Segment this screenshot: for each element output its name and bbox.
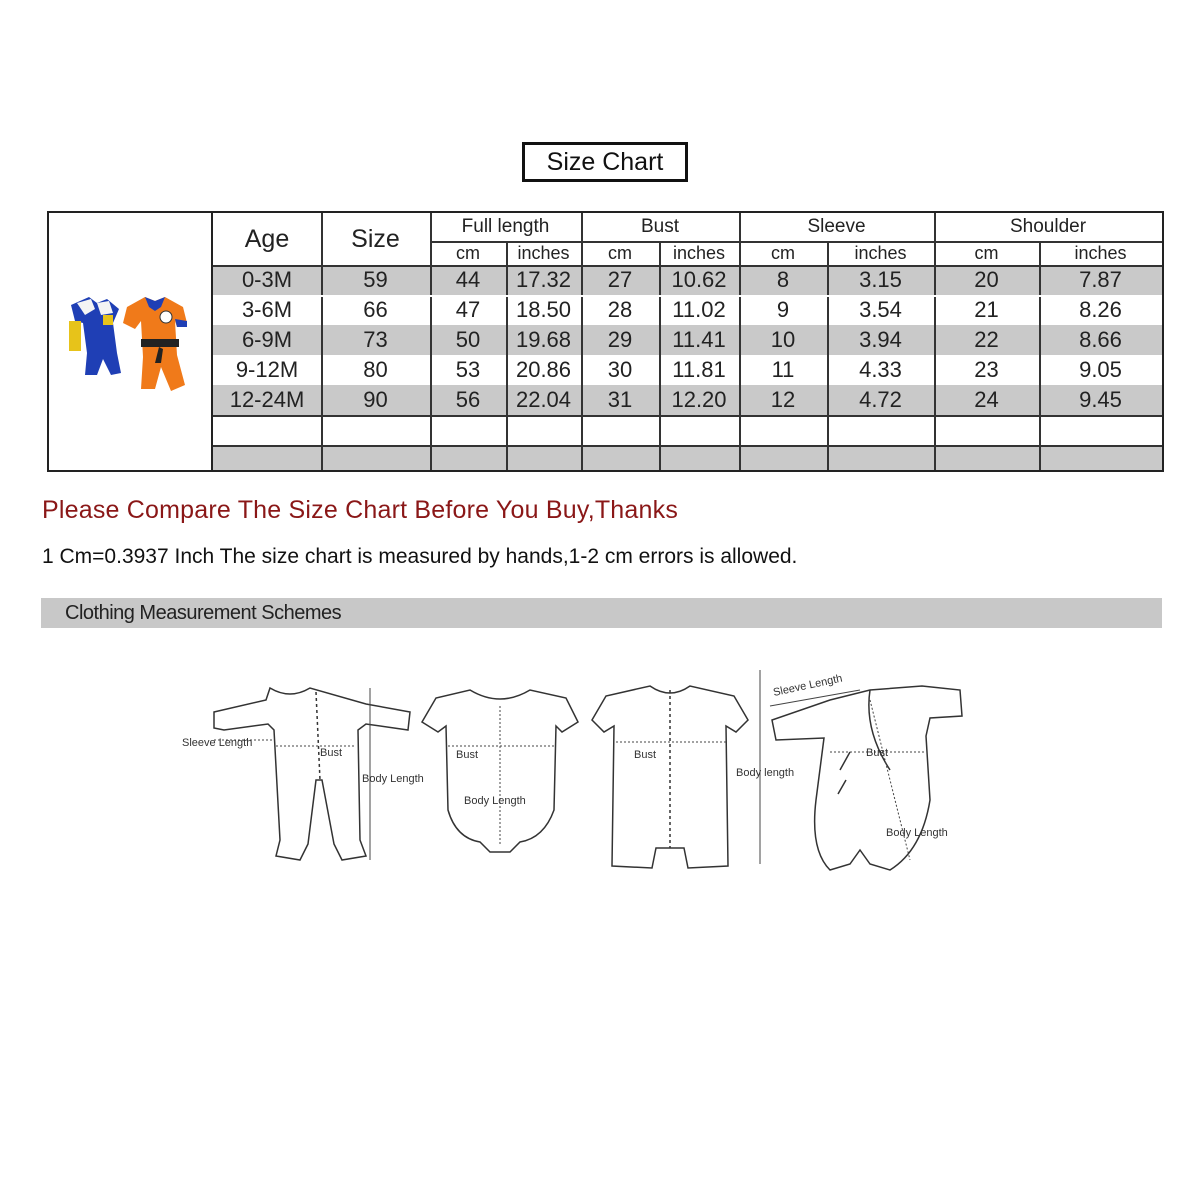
- cell-age: 6-9M: [241, 327, 293, 352]
- cell-size: 59: [363, 267, 388, 292]
- cell-b-in: 12.20: [671, 387, 727, 412]
- cell-b-cm: 30: [607, 357, 633, 382]
- header-size: Size: [351, 224, 400, 253]
- cell-fl-cm: 44: [455, 267, 481, 292]
- label-bust: Bust: [866, 747, 889, 759]
- cell-fl-cm: 53: [455, 357, 481, 382]
- unit-cm: cm: [974, 242, 999, 263]
- cell-s-in: 3.54: [859, 297, 902, 322]
- cell-size: 73: [363, 327, 388, 352]
- label-body-length: Body Length: [886, 827, 948, 839]
- cell-sh-cm: 20: [974, 267, 999, 292]
- cell-b-cm: 27: [607, 267, 633, 292]
- cell-size: 66: [363, 297, 388, 322]
- cell-fl-in: 19.68: [515, 327, 572, 352]
- baby-costume-image: [49, 213, 209, 470]
- measurement-schemes-bar: [41, 598, 1162, 628]
- romper-short-sleeve-figure: [592, 686, 748, 868]
- unit-cm: cm: [771, 242, 795, 263]
- cell-b-in: 11.02: [672, 297, 726, 322]
- cell-age: 0-3M: [241, 267, 293, 292]
- cell-sh-in: 9.45: [1079, 387, 1122, 412]
- size-chart-title: Size Chart: [522, 142, 688, 182]
- unit-inches: inches: [672, 242, 726, 263]
- scheme-title: Clothing Measurement Schemes: [65, 601, 342, 624]
- cell-b-cm: 29: [607, 327, 633, 352]
- label-bust: Bust: [634, 749, 657, 761]
- cell-s-cm: 12: [770, 387, 796, 412]
- unit-inches: inches: [854, 242, 907, 263]
- cell-sh-in: 7.87: [1079, 267, 1122, 292]
- cell-b-in: 11.41: [672, 327, 726, 352]
- kimono-romper-figure: [772, 686, 962, 870]
- cell-fl-in: 18.50: [515, 297, 572, 322]
- measurement-diagrams: [170, 660, 990, 880]
- header-sleeve: Sleeve: [807, 216, 866, 237]
- cell-fl-cm: 56: [455, 387, 481, 412]
- cell-fl-cm: 50: [455, 327, 481, 352]
- cell-age: 12-24M: [229, 387, 305, 412]
- cell-sh-cm: 24: [974, 387, 999, 412]
- cell-sh-in: 8.26: [1079, 297, 1122, 322]
- cell-sh-in: 9.05: [1079, 357, 1122, 382]
- header-age: Age: [244, 224, 290, 253]
- label-bust: Bust: [456, 749, 479, 761]
- cell-sh-cm: 23: [974, 357, 999, 382]
- cell-s-in: 3.15: [859, 267, 902, 292]
- unit-inches: inches: [517, 242, 570, 263]
- label-sleeve-length: Sleeve Length: [772, 672, 844, 699]
- cell-sh-cm: 21: [974, 297, 999, 322]
- header-full-length: Full length: [461, 216, 550, 237]
- size-table: [47, 211, 1164, 472]
- cell-s-cm: 11: [771, 357, 795, 382]
- measurement-note: 1 Cm=0.3937 Inch The size chart is measured by hands,1-2 cm errors is allowed.: [42, 545, 798, 568]
- cell-b-in: 11.81: [672, 357, 726, 382]
- product-thumbnail: [49, 213, 213, 470]
- cell-sh-cm: 22: [974, 327, 999, 352]
- cell-s-cm: 8: [776, 267, 790, 292]
- cell-fl-in: 22.04: [515, 387, 572, 412]
- header-bust: Bust: [640, 216, 680, 237]
- cell-s-in: 4.72: [859, 387, 902, 412]
- cell-size: 90: [363, 387, 388, 412]
- cell-b-cm: 28: [607, 297, 633, 322]
- compare-notice: Please Compare The Size Chart Before You Buy,Thanks: [42, 496, 679, 524]
- label-sleeve-length: Sleeve Length: [182, 737, 253, 749]
- cell-age: 3-6M: [241, 297, 293, 322]
- cell-sh-in: 8.66: [1079, 327, 1122, 352]
- unit-inches: inches: [1074, 242, 1127, 263]
- header-shoulder: Shoulder: [1009, 216, 1087, 237]
- label-body-length: Body Length: [362, 773, 424, 785]
- cell-s-in: 4.33: [859, 357, 902, 382]
- cell-fl-in: 20.86: [515, 357, 572, 382]
- cell-age: 9-12M: [235, 357, 299, 382]
- cell-fl-in: 17.32: [515, 267, 572, 292]
- cell-s-cm: 9: [776, 297, 790, 322]
- cell-fl-cm: 47: [455, 297, 481, 322]
- cell-s-in: 3.94: [859, 327, 902, 352]
- cell-s-cm: 10: [770, 327, 796, 352]
- label-body-length: Body length: [736, 767, 795, 779]
- unit-cm: cm: [608, 242, 632, 263]
- cell-b-cm: 31: [607, 387, 633, 412]
- cell-size: 80: [363, 357, 388, 382]
- cell-b-in: 10.62: [671, 267, 727, 292]
- unit-cm: cm: [456, 242, 480, 263]
- label-body-length: Body Length: [464, 795, 526, 807]
- label-bust: Bust: [320, 747, 343, 759]
